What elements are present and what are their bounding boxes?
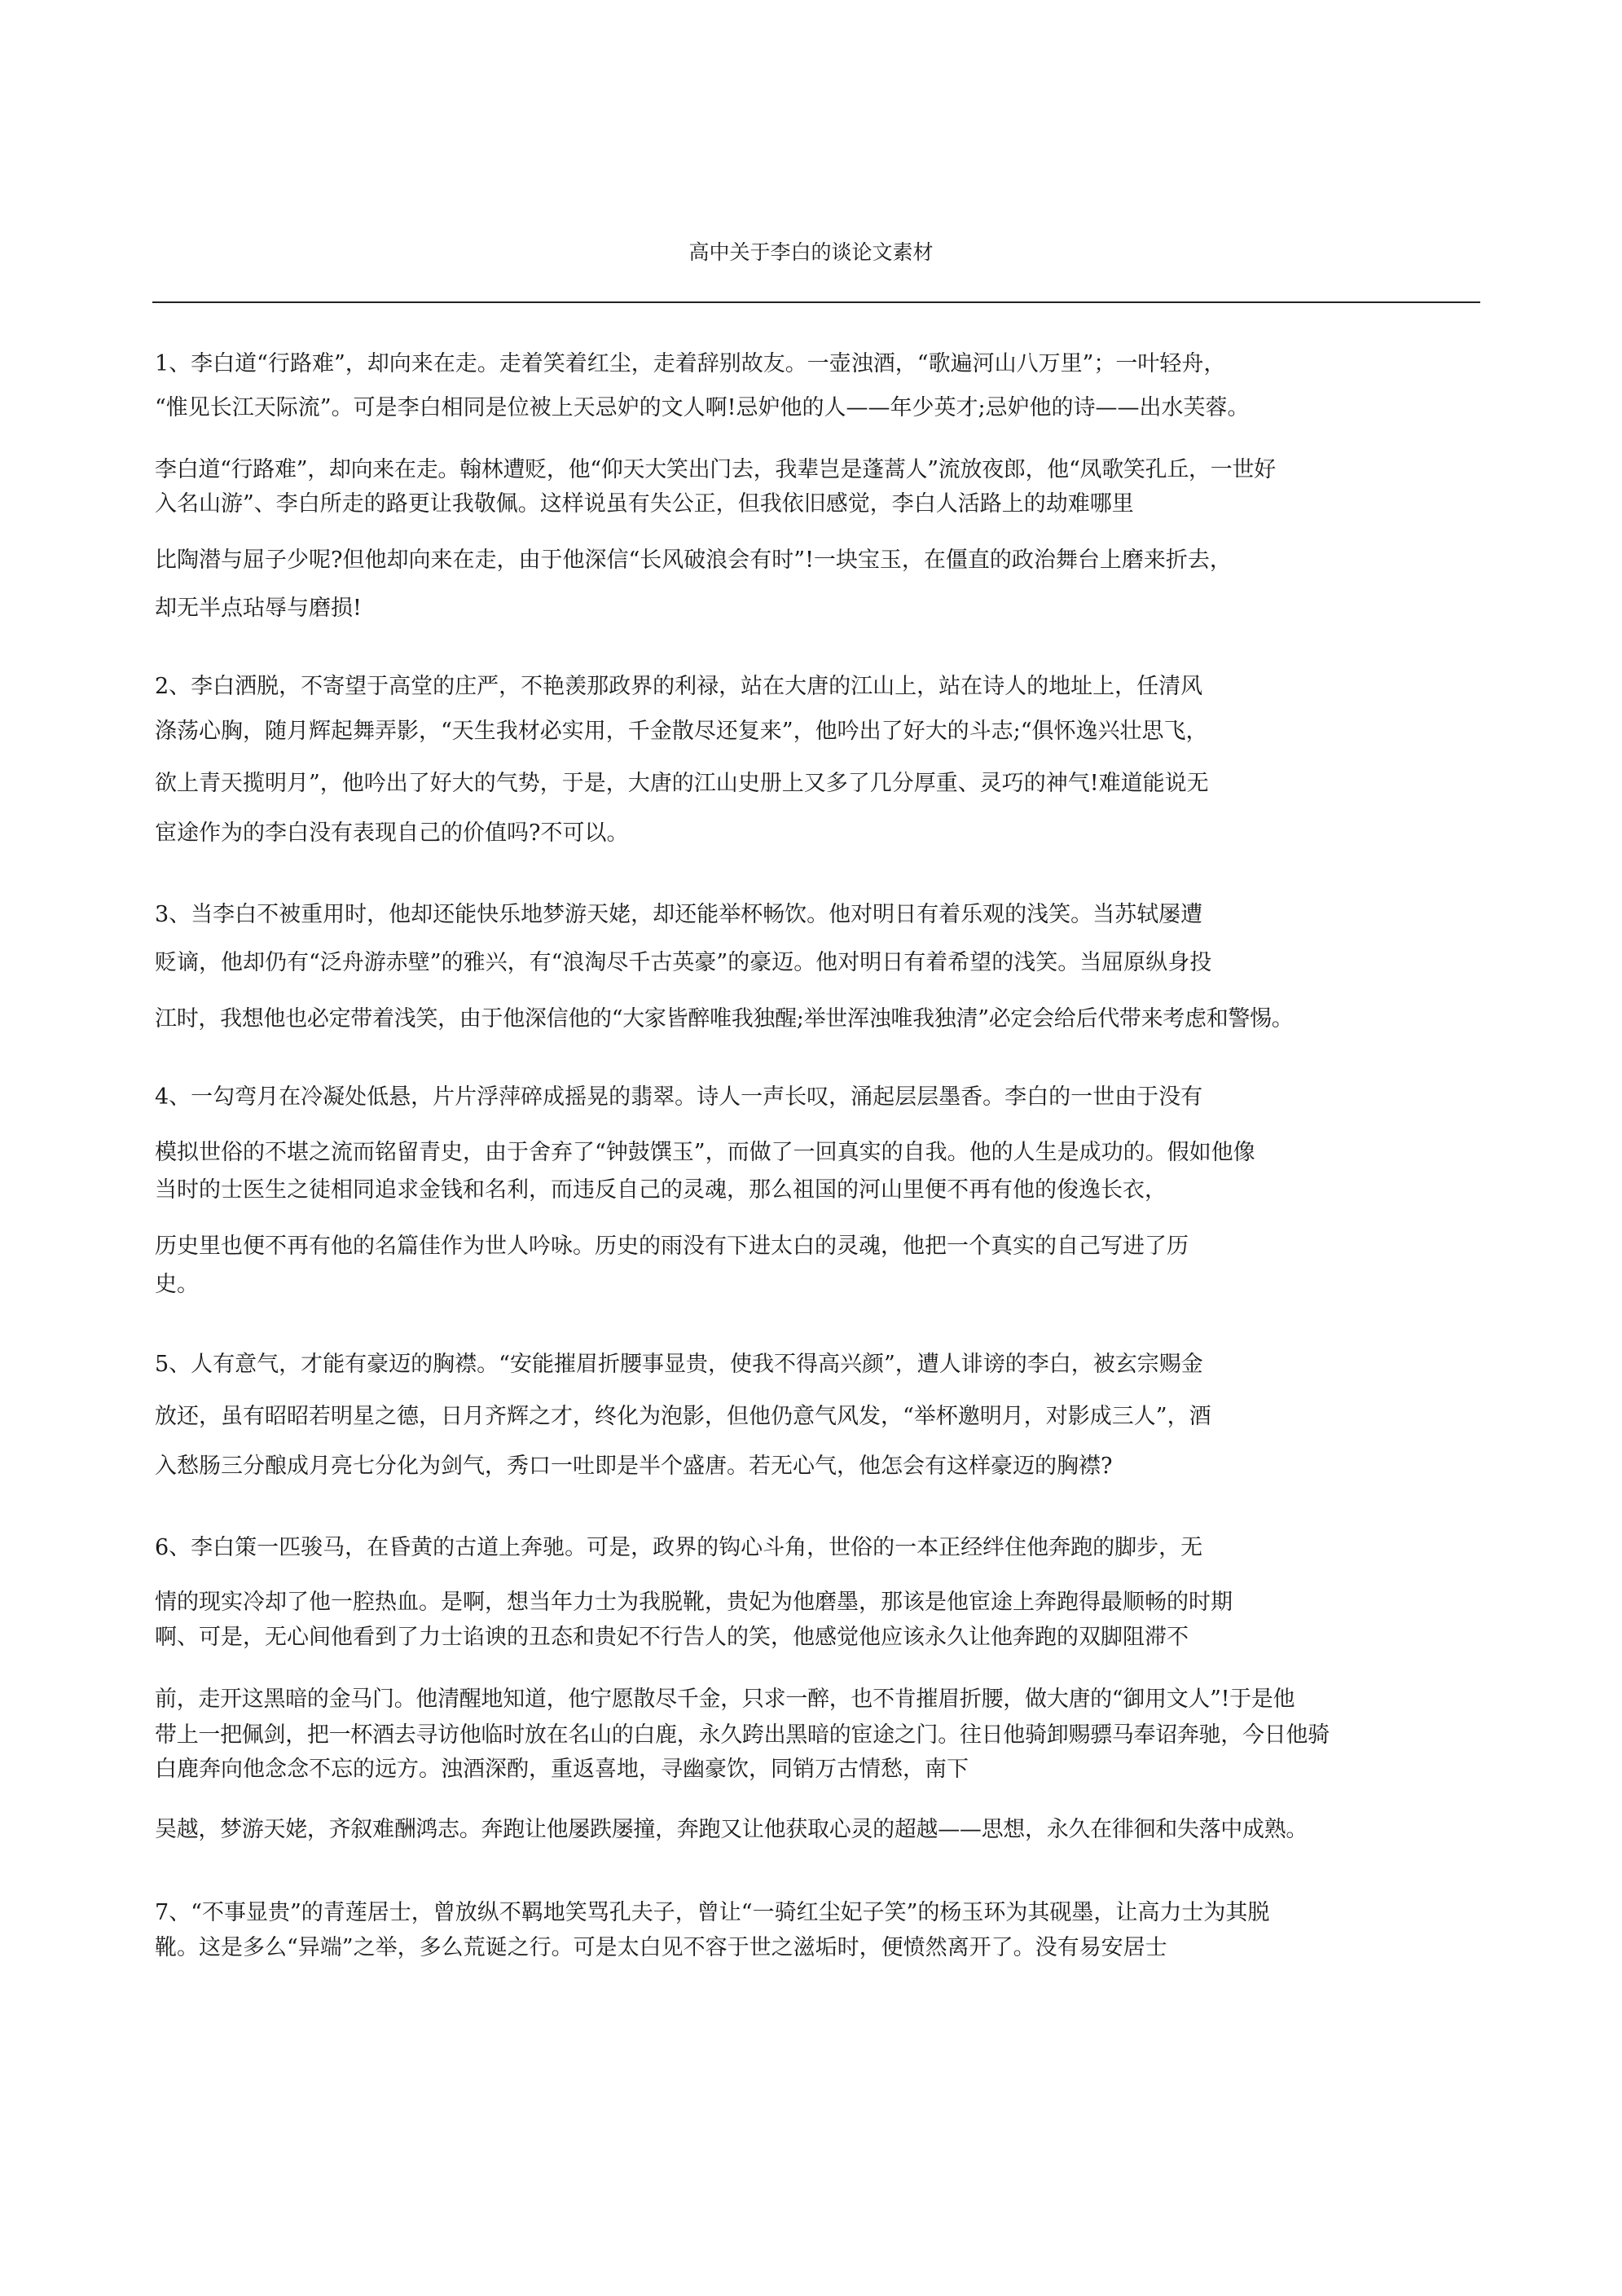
paragraph-line: 史。	[155, 1272, 199, 1297]
paragraph-line: 4、一勾弯月在冷凝处低悬，片片浮萍碎成摇晃的翡翠。诗人一声长叹，涌起层层墨香。李白的一世由于没有	[155, 1084, 1203, 1110]
paragraph-line: 2、李白洒脱，不寄望于高堂的庄严，不艳羡那政界的利禄，站在大唐的江山上，站在诗人的地址上，任清风	[155, 674, 1203, 699]
paragraph-line: 7、“不事显贵”的青莲居士，曾放纵不羁地笑骂孔夫子，曾让“一骑红尘妃子笑”的杨玉环为其砚墨，让高力士为其脱	[155, 1900, 1270, 1925]
paragraph-line: 贬谪，他却仍有“泛舟游赤壁”的雅兴，有“浪淘尽千古英豪”的豪迈。他对明日有着希望的浅笑。当屈原纵身投	[155, 950, 1212, 975]
paragraph-line: 放还，虽有昭昭若明星之德，日月齐辉之才，终化为泡影，但他仍意气风发，“举杯邀明月，对影成三人”，酒	[155, 1404, 1211, 1429]
paragraph-line: 宦途作为的李白没有表现自己的价值吗?不可以。	[155, 820, 629, 846]
paragraph-line: 靴。这是多么“异端”之举，多么荒诞之行。可是太白见不容于世之滋垢时，便愤然离开了。没有易安居士	[155, 1935, 1167, 1960]
paragraph-line: 江时，我想他也必定带着浅笑，由于他深信他的“大家皆醉唯我独醒;举世浑浊唯我独清”必定会给后代带来考虑和警惕。	[155, 1006, 1294, 1031]
paragraph-line: 前，走开这黑暗的金马门。他清醒地知道，他宁愿散尽千金，只求一醉，也不肯摧眉折腰，做大唐的“御用文人”!于是他	[155, 1687, 1295, 1712]
paragraph-line: 当时的士医生之徒相同追求金钱和名利，而违反自己的灵魂，那么祖国的河山里便不再有他的俊逸长衣，	[155, 1177, 1167, 1203]
paragraph-line: 入愁肠三分酿成月亮七分化为剑气，秀口一吐即是半个盛唐。若无心气，他怎会有这样豪迈的胸襟?	[155, 1454, 1113, 1479]
paragraph-line: 带上一把佩剑，把一杯酒去寻访他临时放在名山的白鹿，永久跨出黑暗的宦途之门。往日他骑卸赐骠马奉诏奔驰，今日他骑	[155, 1722, 1330, 1748]
paragraph-line: 白鹿奔向他念念不忘的远方。浊酒深酌，重返喜地，寻幽豪饮，同销万古情愁，南下	[155, 1757, 969, 1782]
paragraph-line: 3、当李白不被重用时，他却还能快乐地梦游天姥，却还能举杯畅饮。他对明日有着乐观的浅笑。当苏轼屡遭	[155, 902, 1203, 927]
paragraph-line: 啊、可是，无心间他看到了力士谄谀的丑态和贵妃不行告人的笑，他感觉他应该永久让他奔跑的双脚阻滞不	[155, 1625, 1189, 1650]
paragraph-line: 吴越，梦游天姥，齐叙难酬鸿志。奔跑让他屡跌屡撞，奔跑又让他获取心灵的超越——思想，永久在徘徊和失落中成熟。	[155, 1817, 1308, 1842]
paragraph-line: 涤荡心胸，随月辉起舞弄影，“天生我材必实用，千金散尽还复来”，他吟出了好大的斗志;“俱怀逸兴壮思飞，	[155, 719, 1208, 744]
document-title: 高中关于李白的谈论文素材	[688, 240, 934, 264]
paragraph-line: 1、李白道“行路难”，却向来在走。走着笑着红尘，走着辞别故友。一壶浊酒，“歌遍河山八万里”；一叶轻舟，	[155, 351, 1226, 376]
paragraph-line: 李白道“行路难”，却向来在走。翰林遭贬，他“仰天大笑出门去，我辈岂是蓬蒿人”流放夜郎，他“凤歌笑孔丘，一世好	[155, 457, 1276, 482]
paragraph-line: “惟见长江天际流”。可是李白相同是位被上天忌妒的文人啊!忌妒他的人——年少英才;忌妒他的诗——出水芙蓉。	[155, 395, 1250, 420]
title-divider	[152, 301, 1480, 303]
paragraph-line: 入名山游”、李白所走的路更让我敬佩。这样说虽有失公正，但我依旧感觉，李白人活路上的劫难哪里	[155, 491, 1134, 517]
paragraph-line: 情的现实冷却了他一腔热血。是啊，想当年力士为我脱靴，贵妃为他磨墨，那该是他宦途上奔跑得最顺畅的时期	[155, 1590, 1233, 1615]
paragraph-line: 比陶潜与屈子少呢?但他却向来在走，由于他深信“长风破浪会有时”!一块宝玉，在僵直的政治舞台上磨来折去，	[155, 548, 1232, 573]
paragraph-line: 历史里也便不再有他的名篇佳作为世人吟咏。历史的雨没有下进太白的灵魂，他把一个真实的自己写进了历	[155, 1234, 1189, 1259]
paragraph-line: 5、人有意气，才能有豪迈的胸襟。“安能摧眉折腰事显贵，使我不得高兴颜”，遭人诽谤的李白，被玄宗赐金	[155, 1352, 1203, 1377]
paragraph-line: 欲上青天揽明月”，他吟出了好大的气势，于是，大唐的江山史册上又多了几分厚重、灵巧的神气!难道能说无	[155, 771, 1209, 796]
paragraph-line: 模拟世俗的不堪之流而铭留青史，由于舍弃了“钟鼓馔玉”，而做了一回真实的自我。他的人生是成功的。假如他像	[155, 1140, 1255, 1165]
paragraph-line: 却无半点玷辱与磨损!	[155, 596, 362, 621]
paragraph-line: 6、李白策一匹骏马，在昏黄的古道上奔驰。可是，政界的钩心斗角，世俗的一本正经绊住他奔跑的脚步，无	[155, 1535, 1203, 1560]
